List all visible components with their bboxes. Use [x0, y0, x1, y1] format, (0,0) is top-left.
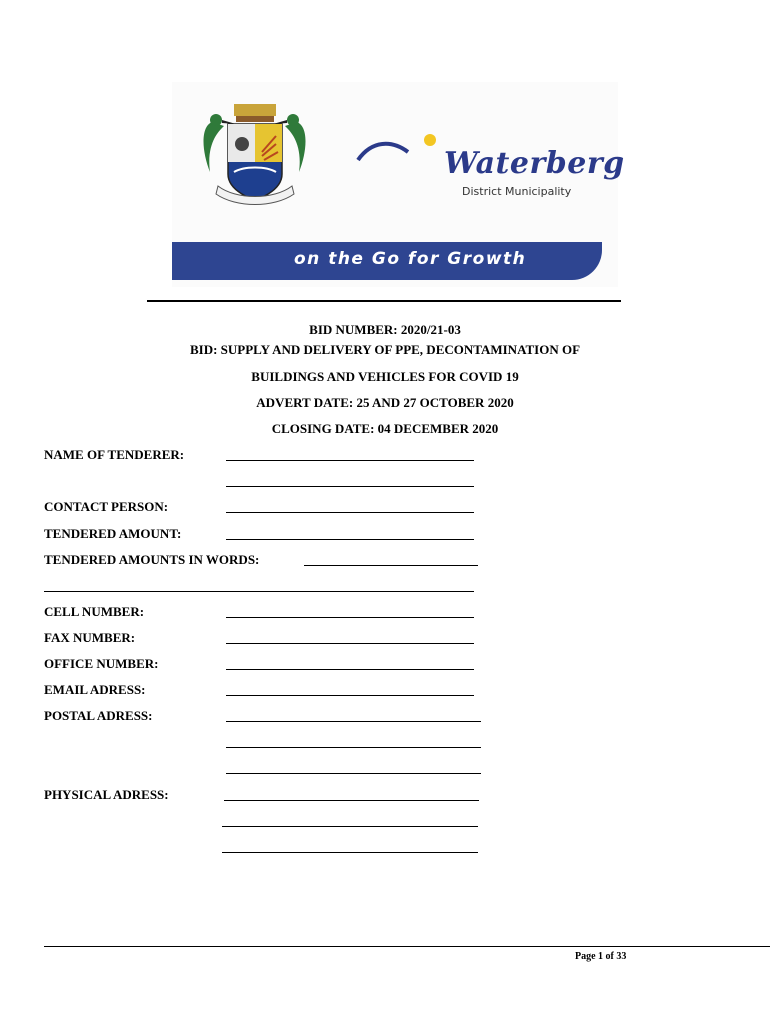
postal-address-line-2[interactable] — [226, 747, 481, 748]
brand-wordmark: Waterberg — [444, 146, 625, 181]
bid-title-line-1: BID: SUPPLY AND DELIVERY OF PPE, DECONTAMINATION OF — [189, 342, 581, 357]
tendered-amount-line[interactable] — [226, 539, 474, 540]
bid-number: BID NUMBER: 2020/21-03 — [309, 322, 461, 337]
postal-address-line-3[interactable] — [226, 773, 481, 774]
slogan-text: on the Go for Growth — [294, 249, 527, 269]
advert-date: ADVERT DATE: 25 AND 27 OCTOBER 2020 — [256, 395, 514, 410]
tendered-amount-label: TENDERED AMOUNT: — [44, 526, 182, 541]
tendered-amounts-words-label: TENDERED AMOUNTS IN WORDS: — [44, 552, 260, 567]
tendered-amounts-words-line-2[interactable] — [44, 591, 474, 592]
closing-date: CLOSING DATE: 04 DECEMBER 2020 — [271, 421, 499, 436]
municipality-logo — [172, 82, 625, 287]
physical-address-line-3[interactable] — [222, 852, 478, 853]
physical-address-line[interactable] — [224, 800, 479, 801]
fax-number-line[interactable] — [226, 643, 474, 644]
cell-number-label: CELL NUMBER: — [44, 604, 145, 619]
name-of-tenderer-label: NAME OF TENDERER: — [44, 447, 185, 462]
footer-divider — [44, 946, 770, 947]
postal-address-label: POSTAL ADRESS: — [44, 708, 153, 723]
header-divider — [147, 300, 621, 302]
email-address-label: EMAIL ADRESS: — [44, 682, 146, 697]
physical-address-label: PHYSICAL ADRESS: — [44, 787, 169, 802]
physical-address-line-2[interactable] — [222, 826, 478, 827]
office-number-line[interactable] — [226, 669, 474, 670]
fax-number-label: FAX NUMBER: — [44, 630, 136, 645]
email-address-line[interactable] — [226, 695, 474, 696]
cell-number-line[interactable] — [226, 617, 474, 618]
bid-title-line-2: BUILDINGS AND VEHICLES FOR COVID 19 — [251, 369, 519, 384]
page-number: Page 1 of 33 — [575, 951, 627, 962]
tendered-amounts-words-line[interactable] — [304, 565, 478, 566]
contact-person-line[interactable] — [226, 512, 474, 513]
name-of-tenderer-line-2[interactable] — [226, 486, 474, 487]
office-number-label: OFFICE NUMBER: — [44, 656, 159, 671]
brand-subtitle: District Municipality — [462, 185, 572, 198]
name-of-tenderer-line[interactable] — [226, 460, 474, 461]
contact-person-label: CONTACT PERSON: — [44, 499, 169, 514]
postal-address-line[interactable] — [226, 721, 481, 722]
